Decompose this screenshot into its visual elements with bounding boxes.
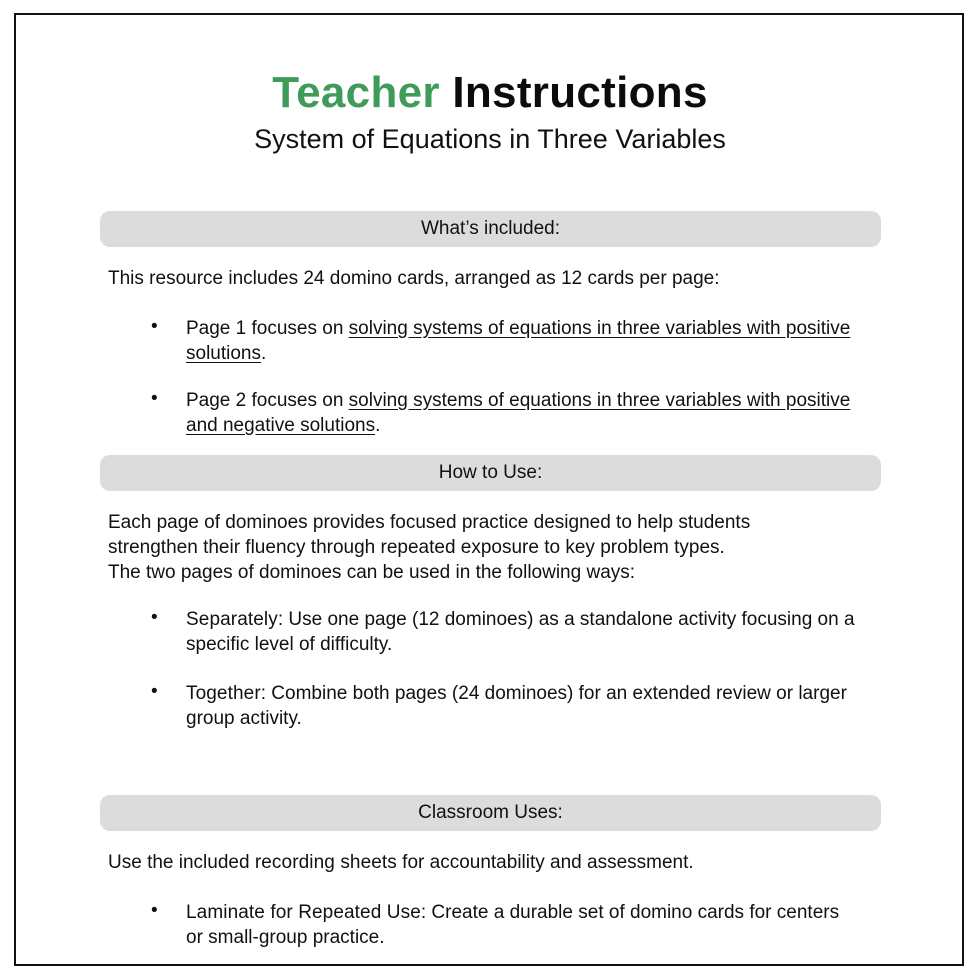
title-instructions: Instructions [452, 68, 708, 117]
how-bullet-separately [186, 607, 866, 657]
bullet-text: : Combine both pages (24 dominoes) for an extended review or larger group activity. [186, 683, 847, 729]
title-teacher: Teacher [272, 68, 440, 117]
bullet-marker: • [151, 607, 158, 628]
bullet-text-end: . [375, 415, 381, 436]
included-intro: This resource includes 24 domino cards, arranged as 12 cards per page: [108, 268, 720, 289]
bullet-text: Page 2 focuses on [186, 390, 349, 411]
how-line: The two pages of dominoes can be used in the following ways: [108, 562, 636, 583]
included-bullet-2 [186, 388, 876, 438]
bullet-marker: • [151, 388, 158, 409]
how-line: Each page of dominoes provides focused practice designed to help students [108, 512, 751, 533]
section-header-how-to-use: How to Use: [100, 455, 881, 491]
intro-term: recording sheets [254, 852, 397, 873]
bullet-term: Together [186, 683, 261, 704]
bullet-text: : Create a durable set of domino cards for centers or small-group practice. [186, 902, 840, 948]
bullet-term: Laminate for Repeated Use [186, 902, 421, 923]
section-header-classroom-uses: Classroom Uses: [100, 795, 881, 831]
bullet-term: Separately [186, 609, 278, 630]
bullet-text: Page 1 focuses on [186, 318, 349, 339]
underlined-topic: solving systems of equations in three variables with positive solutions [186, 318, 851, 364]
bullet-marker: • [151, 681, 158, 702]
how-bullet-together [186, 681, 866, 731]
page-title [0, 68, 980, 118]
how-line: strengthen their fluency through repeated exposure to key problem types. [108, 537, 725, 558]
classroom-bullet-laminate [186, 900, 846, 950]
bullet-marker: • [151, 900, 158, 921]
page-subtitle: System of Equations in Three Variables [254, 124, 726, 154]
underlined-topic: solving systems of equations in three variables with positive and negative solutions [186, 390, 851, 436]
bullet-text-end: . [261, 343, 267, 364]
bullet-text: : Use one page (12 dominoes) as a standalone activity focusing on a specific level of difficulty. [186, 609, 855, 655]
intro-text-end: for accountability and assessment. [396, 852, 694, 873]
how-paragraph [108, 510, 888, 585]
classroom-intro [108, 850, 888, 875]
section-header-included: What’s included: [100, 211, 881, 247]
intro-text: Use the included [108, 852, 255, 873]
included-bullet-1 [186, 316, 876, 366]
bullet-marker: • [151, 316, 158, 337]
